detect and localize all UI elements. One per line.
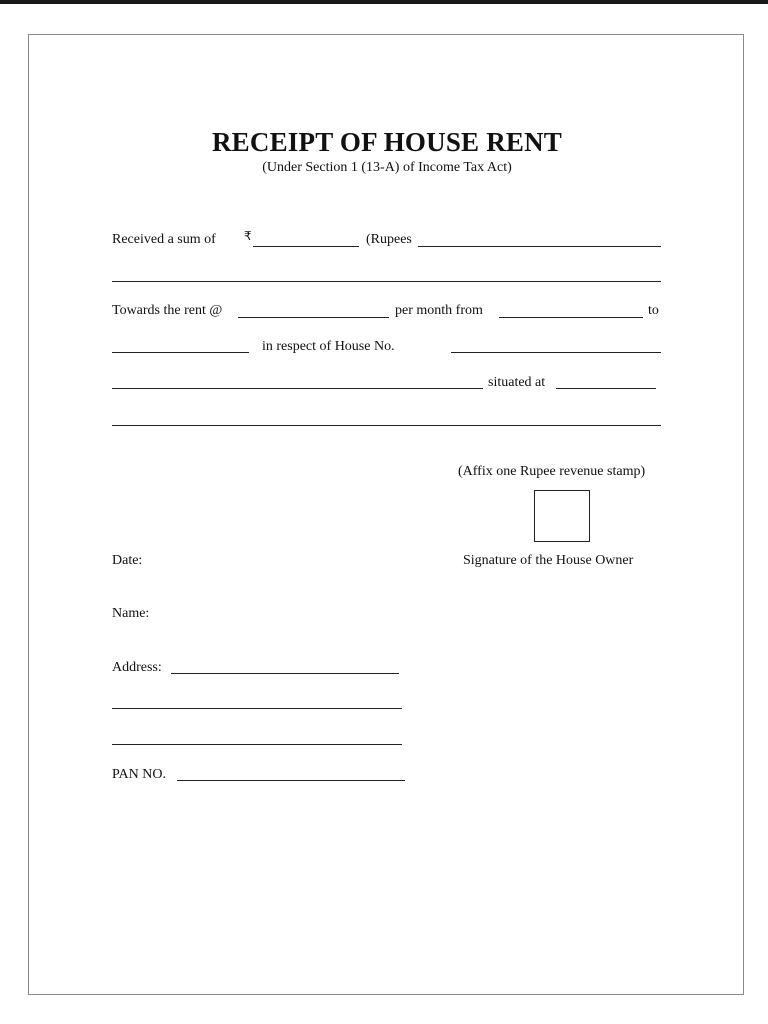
address-blank-2[interactable] — [112, 708, 402, 709]
address-blank-1[interactable] — [171, 673, 399, 674]
receipt-page — [28, 34, 744, 995]
to-label: to — [648, 303, 659, 318]
receipt-title: RECEIPT OF HOUSE RENT — [211, 127, 563, 157]
rupees-in-words-blank[interactable] — [418, 246, 661, 247]
location-continued-blank[interactable] — [112, 425, 661, 426]
house-no-label: in respect of House No. — [262, 339, 395, 354]
address-blank-3[interactable] — [112, 744, 402, 745]
to-date-blank[interactable] — [112, 352, 249, 353]
location-blank[interactable] — [556, 388, 656, 389]
top-edge-bar — [0, 0, 768, 4]
date-label: Date: — [112, 553, 143, 568]
rupees-label: (Rupees — [366, 232, 412, 247]
rupees-continued-blank[interactable] — [112, 281, 661, 282]
revenue-stamp-note: (Affix one Rupee revenue stamp) — [458, 464, 646, 479]
amount-blank[interactable] — [253, 246, 359, 247]
from-date-blank[interactable] — [499, 317, 643, 318]
pan-label: PAN NO. — [112, 767, 166, 782]
house-number-blank[interactable] — [451, 352, 661, 353]
revenue-stamp-box — [534, 490, 590, 542]
address-label: Address: — [112, 660, 162, 675]
situated-at-label: situated at — [488, 375, 546, 390]
rupee-symbol: ₹ — [244, 229, 252, 243]
pan-blank[interactable] — [177, 780, 405, 781]
per-month-from-label: per month from — [395, 303, 483, 318]
house-details-blank[interactable] — [112, 388, 483, 389]
name-label: Name: — [112, 606, 150, 621]
received-sum-label: Received a sum of — [112, 232, 216, 247]
signature-label: Signature of the House Owner — [463, 553, 634, 568]
receipt-subtitle: (Under Section 1 (13-A) of Income Tax Act) — [262, 160, 512, 175]
rent-amount-blank[interactable] — [238, 317, 389, 318]
towards-rent-label: Towards the rent @ — [112, 303, 223, 318]
